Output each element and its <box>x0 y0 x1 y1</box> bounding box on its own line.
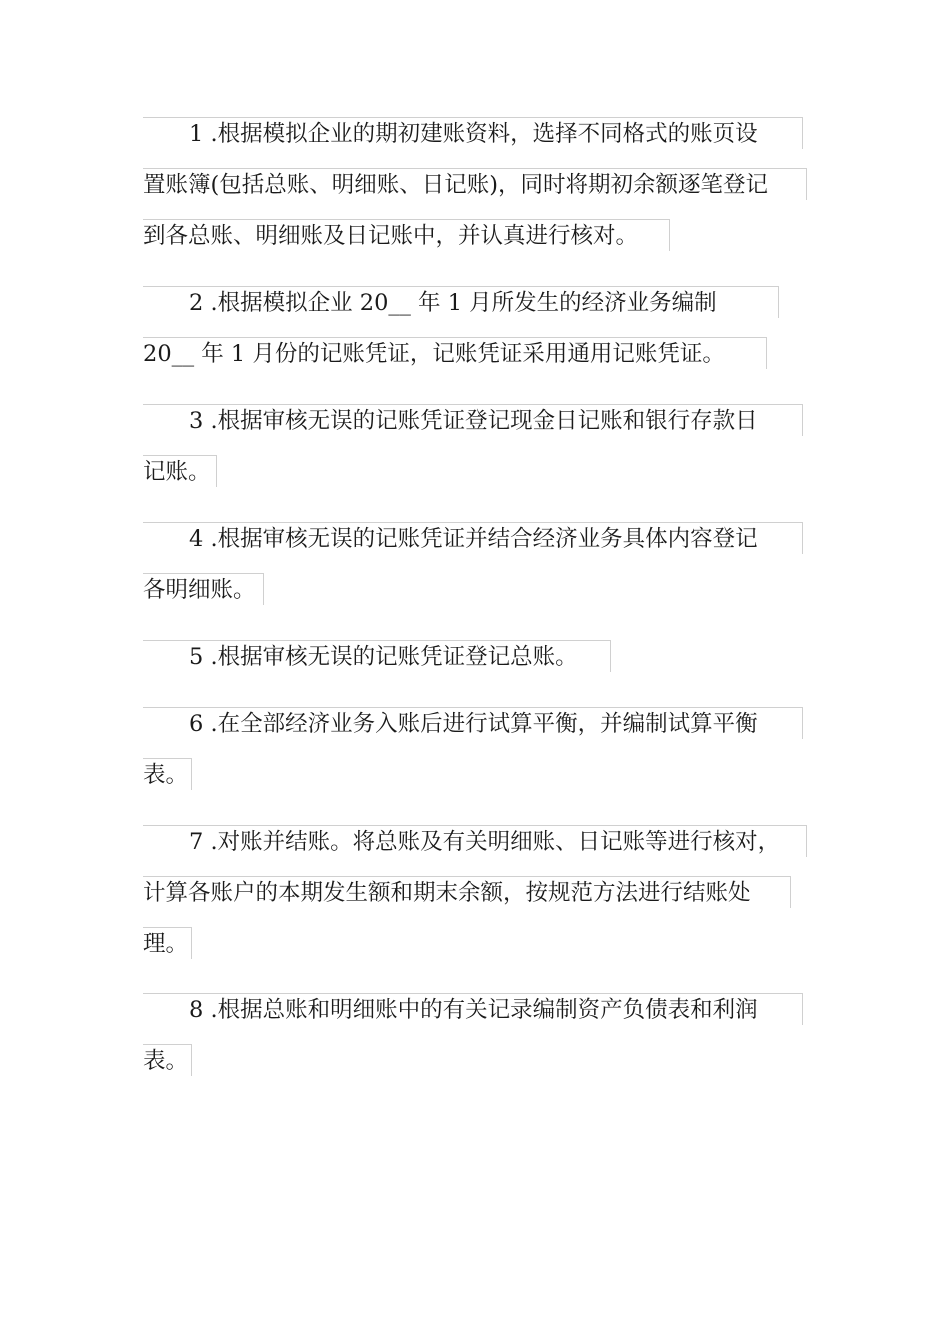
paragraph-4-line-2: 各明细账。 <box>143 573 264 605</box>
paragraph-8-line-2: 表。 <box>143 1044 192 1076</box>
paragraph-1-line-2: 置账簿(包括总账、明细账、日记账)，同时将期初余额逐笔登记 <box>143 168 807 200</box>
paragraph-6-line-2: 表。 <box>143 758 192 790</box>
paragraph-5-line-1: 5 .根据审核无误的记账凭证登记总账。 <box>143 640 611 672</box>
paragraph-7-line-3: 理。 <box>143 927 192 959</box>
paragraph-4-line-1: 4 .根据审核无误的记账凭证并结合经济业务具体内容登记 <box>143 522 803 554</box>
paragraph-6-line-1: 6 .在全部经济业务入账后进行试算平衡，并编制试算平衡 <box>143 707 803 739</box>
paragraph-3-line-2: 记账。 <box>143 455 217 487</box>
paragraph-8-line-1: 8 .根据总账和明细账中的有关记录编制资产负债表和利润 <box>143 993 803 1025</box>
paragraph-3-line-1: 3 .根据审核无误的记账凭证登记现金日记账和银行存款日 <box>143 404 803 436</box>
paragraph-2-line-2: 20__ 年 1 月份的记账凭证，记账凭证采用通用记账凭证。 <box>143 337 767 369</box>
paragraph-1-line-1: 1 .根据模拟企业的期初建账资料，选择不同格式的账页设 <box>143 117 803 149</box>
paragraph-1-line-3: 到各总账、明细账及日记账中，并认真进行核对。 <box>143 219 670 251</box>
paragraph-7-line-1: 7 .对账并结账。将总账及有关明细账、日记账等进行核对， <box>143 825 807 857</box>
paragraph-2-line-1: 2 .根据模拟企业 20__ 年 1 月所发生的经济业务编制 <box>143 286 779 318</box>
paragraph-7-line-2: 计算各账户的本期发生额和期末余额，按规范方法进行结账处 <box>143 876 791 908</box>
